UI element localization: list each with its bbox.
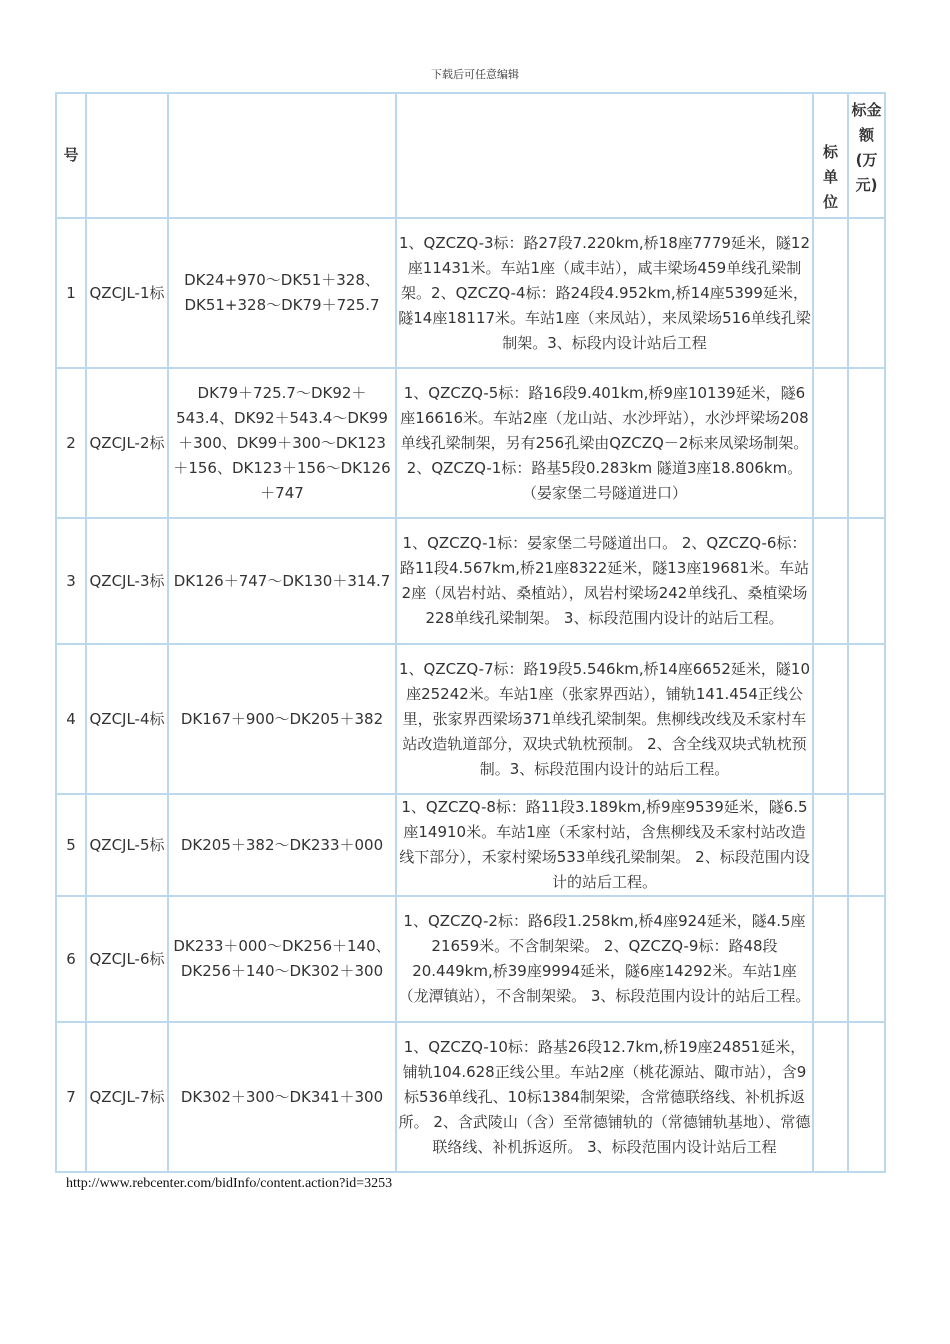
header-unit: 标单位 [813, 93, 848, 218]
row-section: QZCJL-7标 [86, 1022, 168, 1172]
row-no: 2 [56, 368, 86, 518]
row-content: 1、QZCZQ-3标：路27段7.220km,桥18座7779延米，隧12座11431米。车站1座（咸丰站），咸丰梁场459单线孔梁制架。2、QZCZQ-4标：路24段4.952km,桥14座5399延米，隧14座18117米。车站1座（来凤站），来凤梁场516单线孔梁制架。3、标段内设计站后工程 [396, 218, 813, 368]
row-content: 1、QZCZQ-8标：路11段3.189km,桥9座9539延米，隧6.5座14910米。车站1座（禾家村站，含焦柳线及禾家村站改造线下部分），禾家村梁场533单线孔梁制架。 2、标段范围内设计的站后工程。 [396, 794, 813, 896]
row-content: 1、QZCZQ-10标：路基26段12.7km,桥19座24851延米，铺轨104.628正线公里。车站2座（桃花源站、陬市站），含9标536单线孔、10标1384制架梁，含常德联络线、补机拆返所。 2、含武陵山（含）至常德铺轨的（常德铺轨基地）、常德联络线、补机拆返所。 3、标段范围内设计站后工程 [396, 1022, 813, 1172]
table-row [56, 218, 885, 368]
row-unit [813, 518, 848, 644]
row-mileage: DK302＋300～DK341＋300 [168, 1022, 396, 1172]
row-amount [848, 644, 885, 794]
table-header-row [56, 93, 885, 218]
row-amount [848, 794, 885, 896]
table-row [56, 896, 885, 1022]
row-content: 1、QZCZQ-7标：路19段5.546km,桥14座6652延米，隧10座25242米。车站1座（张家界西站），铺轨141.454正线公里，张家界西梁场371单线孔梁制架。焦柳线改线及禾家村车站改造轨道部分，双块式轨枕预制。 2、含全线双块式轨枕预制。3、标段范围内设计的站后工程。 [396, 644, 813, 794]
row-unit [813, 218, 848, 368]
row-amount [848, 896, 885, 1022]
row-amount [848, 368, 885, 518]
row-mileage: DK167＋900～DK205＋382 [168, 644, 396, 794]
header-mileage [168, 93, 396, 218]
row-mileage: DK126＋747～DK130＋314.7 [168, 518, 396, 644]
row-no: 4 [56, 644, 86, 794]
source-url-link[interactable]: http://www.rebcenter.com/bidInfo/content.action?id=3253 [66, 1176, 393, 1191]
row-unit [813, 368, 848, 518]
row-section: QZCJL-5标 [86, 794, 168, 896]
row-unit [813, 794, 848, 896]
row-no: 5 [56, 794, 86, 896]
header-no: 号 [56, 93, 86, 218]
table-row [56, 1022, 885, 1172]
row-mileage: DK205＋382～DK233＋000 [168, 794, 396, 896]
row-content: 1、QZCZQ-1标：晏家堡二号隧道出口。 2、QZCZQ-6标：路11段4.567km,桥21座8322延米，隧13座19681米。车站2座（凤岩村站、桑植站），凤岩村梁场242单线孔、桑植梁场228单线孔梁制架。 3、标段范围内设计的站后工程。 [396, 518, 813, 644]
row-section: QZCJL-4标 [86, 644, 168, 794]
row-unit [813, 896, 848, 1022]
row-mileage: DK24+970～DK51＋328、DK51+328～DK79＋725.7 [168, 218, 396, 368]
row-amount [848, 518, 885, 644]
row-no: 3 [56, 518, 86, 644]
page-header-note: 下载后可任意编辑 [431, 68, 519, 81]
header-amount: 标金额(万元) [848, 93, 885, 218]
row-unit [813, 1022, 848, 1172]
row-content: 1、QZCZQ-5标：路16段9.401km,桥9座10139延米，隧6座16616米。车站2座（龙山站、水沙坪站），水沙坪梁场208单线孔梁制架，另有256孔梁由QZCZQ－2标来凤梁场制架。 2、QZCZQ-1标：路基5段0.283km 隧道3座18.806km。（晏家堡二号隧道进口） [396, 368, 813, 518]
row-unit [813, 644, 848, 794]
row-mileage: DK233＋000～DK256＋140、DK256＋140～DK302＋300 [168, 896, 396, 1022]
row-content: 1、QZCZQ-2标：路6段1.258km,桥4座924延米，隧4.5座21659米。不含制架梁。 2、QZCZQ-9标：路48段20.449km,桥39座9994延米，隧6座14292米。车站1座（龙潭镇站），不含制架梁。 3、标段范围内设计的站后工程。 [396, 896, 813, 1022]
header-section [86, 93, 168, 218]
table-row [56, 644, 885, 794]
row-mileage: DK79＋725.7～DK92＋543.4、DK92＋543.4～DK99＋300、DK99＋300～DK123＋156、DK123＋156～DK126＋747 [168, 368, 396, 518]
table-row [56, 518, 885, 644]
row-section: QZCJL-2标 [86, 368, 168, 518]
row-no: 1 [56, 218, 86, 368]
row-amount [848, 1022, 885, 1172]
row-amount [848, 218, 885, 368]
table-row [56, 794, 885, 896]
table-row [56, 368, 885, 518]
row-section: QZCJL-6标 [86, 896, 168, 1022]
row-section: QZCJL-1标 [86, 218, 168, 368]
bid-section-table [55, 92, 886, 1173]
header-content [396, 93, 813, 218]
row-no: 6 [56, 896, 86, 1022]
row-no: 7 [56, 1022, 86, 1172]
row-section: QZCJL-3标 [86, 518, 168, 644]
